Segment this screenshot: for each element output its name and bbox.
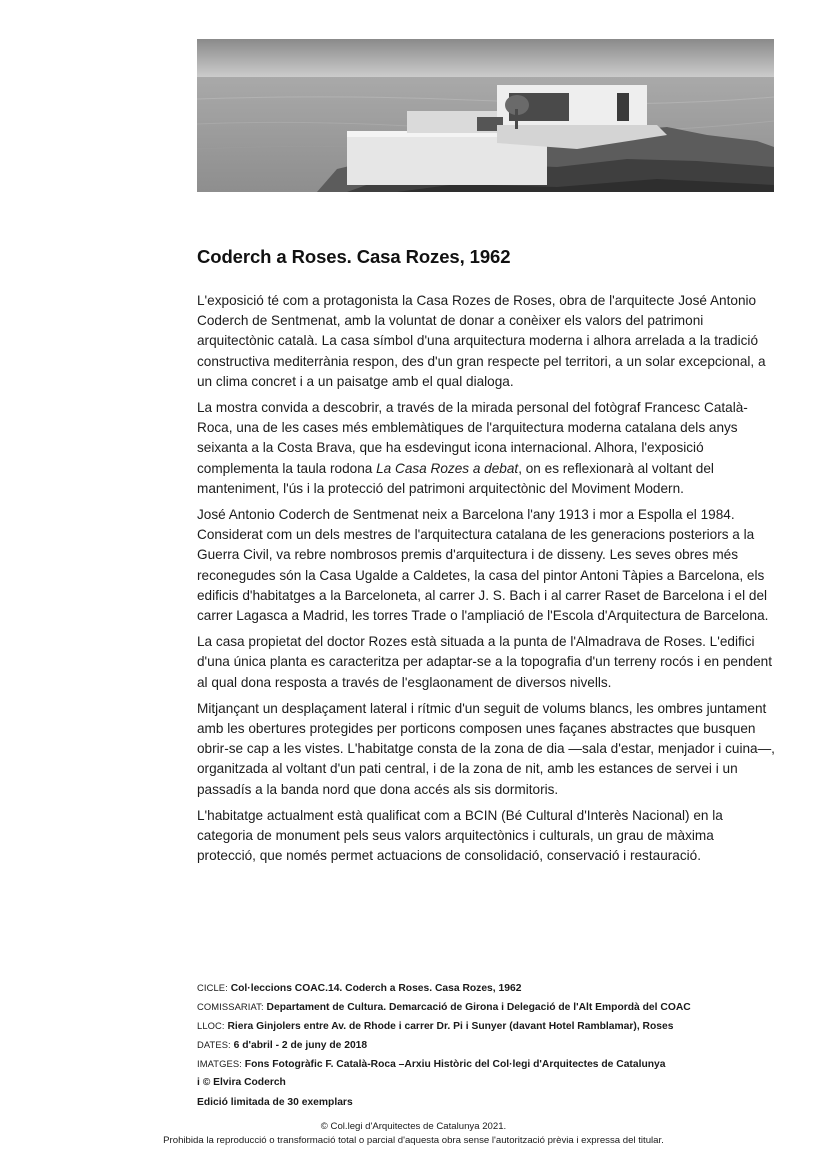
paragraph-3: José Antonio Coderch de Sentmenat neix a Barcelona l'any 1913 i mor a Espolla el 1984. Considerat com un dels mestres de l'arquitectura catalana de les generacions posteriors a la Guerra Civil, va rebre nombrosos premis d'arquitectura i de disseny. Les seves obres més reconegudes són la Casa Ugalde a Caldetes, la casa del pintor Antoni Tàpies a Barcelona, els edificis d'habitatges a la Barceloneta, al carrer J. S. Bach i al carrer Raset de Barcelona i el del carrer Lagasca a Madrid, les torres Trade o l'ampliació de l'Escola d'Arquitectura de Barcelona.: [197, 507, 769, 624]
paragraph-4: La casa propietat del doctor Rozes està situada a la punta de l'Almadrava de Roses. L'edifici d'una única planta es caracteritza per adaptar-se a la topografia d'un terreny rocós i en pendent al qual dona resposta a través de l'esglaonament de diversos nivells.: [197, 634, 772, 690]
body-text: [197, 291, 775, 872]
credit-dates: DATES: 6 d'abril - 2 de juny de 2018: [197, 1039, 368, 1051]
credit-location: LLOC: Riera Ginjolers entre Av. de Rhode i carrer Dr. Pi i Sunyer (davant Hotel Ramblamar), Roses: [197, 1020, 674, 1032]
rights-notice: Prohibida la reproducció o transformació total o parcial d'aquesta obra sense l'autorització prèvia i expressa del titular.: [163, 1135, 664, 1146]
paragraph-6: L'habitatge actualment està qualificat com a BCIN (Bé Cultural d'Interès Nacional) en la categoria de monument pels seus valors arquitectònics i culturals, un grau de màxima protecció, que només permet actuacions de consolidació, conservació i restauració.: [197, 807, 723, 864]
edition-note: Edició limitada de 30 exemplars: [197, 1097, 353, 1108]
round-table-title: La Casa Rozes a debat: [376, 460, 519, 476]
paragraph-2: La mostra convida a descobrir, a través de la mirada personal del fotògraf Francesc Català-Roca, una de les cases més emblemàtiques de l'arquitectura moderna catalana dels anys seixanta a la Costa Brava, que ha esdevingut icona internacional. Alhora, l'exposició complementa la taula rodona La Casa Rozes a debat, on es reflexionarà al voltant del manteniment, l'ús i la protecció del patrimoni arquitectònic del Moviment Modern.: [197, 400, 748, 496]
exhibition-credits: [197, 979, 787, 1112]
page-title: Coderch a Roses. Casa Rozes, 1962: [197, 246, 511, 267]
credit-curators: COMISSARIAT: Departament de Cultura. Demarcació de Girona i Delegació de l'Alt Empordà del COAC: [197, 1001, 691, 1013]
casa-rozes-photo-illustration: [197, 39, 774, 192]
footer: [0, 1120, 827, 1148]
credit-images: IMATGES: Fons Fotogràfic F. Català-Roca –Arxiu Històric del Col·legi d'Arquitectes de Catalunya: [197, 1058, 666, 1070]
credit-images-extra: i © Elvira Coderch: [197, 1077, 286, 1088]
credit-cycle: CICLE: Col·leccions COAC.14. Coderch a Roses. Casa Rozes, 1962: [197, 982, 522, 994]
paragraph-5: Mitjançant un desplaçament lateral i rítmic d'un seguit de volums blancs, les ombres juntament amb les obertures protegides per porticons composen unes façanes abstractes que busquen obrir-se cap a les vistes. L'habitatge consta de la zona de dia —sala d'estar, menjador i cuina—, organitzada al voltant d'un pati central, i de la zona de nit, amb les estances de servei i un passadís a la banda nord que dona accés als sis dormitoris.: [197, 700, 775, 797]
paragraph-1: L'exposició té com a protagonista la Casa Rozes de Roses, obra de l'arquitecte José Antonio Coderch de Sentmenat, amb la voluntat de donar a conèixer els valors del patrimoni arquitectònic català. La casa símbol d'una arquitectura moderna i alhora arrelada a la tradició constructiva mediterrània respon, des d'un gran respecte pel territori, a un solar excepcional, a un clima concret i a un paisatge amb el qual dialoga.: [197, 293, 766, 389]
header-photograph: [197, 39, 774, 192]
copyright-line: © Col.legi d'Arquitectes de Catalunya 2021.: [320, 1121, 507, 1132]
